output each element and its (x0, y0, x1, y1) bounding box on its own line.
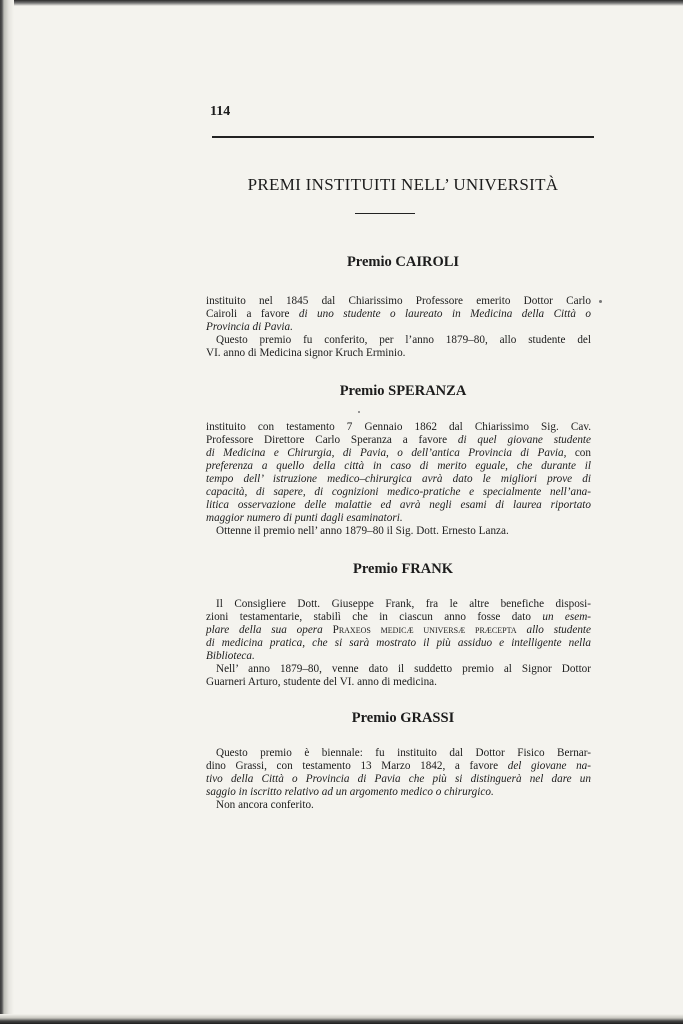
text-segment: tempo dell’ istruzione medico–chirurgica avrà dato le migliori prove di (206, 473, 591, 485)
text-segment: litica osservazione delle malattie ed avrà negli esami di laurea riportato (206, 499, 591, 511)
text-line (206, 525, 591, 538)
text-line (206, 663, 591, 676)
text-line (206, 473, 591, 486)
scan-speck (599, 300, 602, 303)
scan-edge-left (0, 0, 14, 1024)
text-line (206, 650, 591, 663)
text-line (206, 637, 591, 650)
text-segment: con (566, 447, 591, 459)
scan-speck (358, 411, 360, 413)
text-line (206, 486, 591, 499)
text-segment: plare della sua opera (206, 624, 333, 636)
text-segment: allo studente (516, 624, 591, 636)
text-segment: Nell’ anno 1879–80, venne dato il suddetto premio al Signor Dottor (216, 663, 591, 675)
text-line (206, 624, 591, 637)
text-line (206, 321, 591, 334)
text-segment: del giovane na- (507, 760, 592, 772)
text-segment: un esem- (542, 611, 592, 623)
text-line (206, 447, 591, 460)
text-line (206, 760, 591, 773)
title-divider (355, 213, 415, 214)
text-segment: saggio in iscritto relativo ad un argomento medico o chirurgico. (206, 786, 494, 798)
text-line (206, 295, 591, 308)
section-heading-frank: Premio FRANK (353, 561, 453, 577)
text-segment: di quel giovane studente (457, 434, 591, 446)
text-line (206, 676, 591, 689)
text-segment: Provincia di Pavia. (206, 321, 293, 333)
section-heading-grassi: Premio GRASSI (351, 710, 455, 726)
text-line (206, 786, 591, 799)
text-segment: Guarneri Arturo, studente del VI. anno di medicina. (206, 676, 437, 688)
text-line (206, 747, 591, 760)
text-line (206, 611, 591, 624)
scan-edge-top (0, 0, 683, 6)
text-segment: Questo premio fu conferito, per l’anno 1879–80, allo studente del (216, 334, 591, 346)
section-heading-speranza: Premio SPERANZA (339, 383, 467, 399)
text-line (206, 499, 591, 512)
text-line (206, 773, 591, 786)
text-segment: di uno studente o laureato in Medicina della Città o (298, 308, 591, 320)
text-line (206, 598, 591, 611)
text-segment: Non ancora conferito. (216, 799, 314, 811)
text-segment: maggior numero di punti dagli esaminatori. (206, 512, 403, 524)
text-segment: preferenza a quello della città in caso di merito eguale, che durante il (206, 460, 591, 472)
text-segment: Ottenne il premio nell’ anno 1879–80 il Sig. Dott. Ernesto Lanza. (216, 525, 509, 537)
text-segment: Professore Direttore Carlo Speranza a favore (206, 434, 458, 446)
text-segment: di medicina pratica, che si sarà mostrato il più assiduo e intelligente nella (206, 637, 591, 649)
text-segment: Il Consigliere Dott. Giuseppe Frank, fra le altre benefiche disposi- (216, 598, 591, 610)
text-segment: Biblioteca. (206, 650, 255, 662)
text-line (206, 334, 591, 347)
text-segment: Questo premio è biennale: fu instituito dal Dottor Fisico Bernar- (216, 747, 591, 759)
page-number: 114 (210, 104, 231, 119)
page-title: PREMI INSTITUITI NELL’ UNIVERSITÀ (247, 175, 559, 194)
text-segment: instituito nel 1845 dal Chiarissimo Professore emerito Dottor Carlo (206, 295, 591, 307)
text-segment: Cairoli a favore (206, 308, 299, 320)
text-segment: instituito con testamento 7 Gennaio 1862 dal Chiarissimo Sig. Cav. (206, 421, 591, 433)
text-segment: VI. anno di Medicina signor Kruch Erminio. (206, 347, 406, 359)
text-segment: di Medicina e Chirurgia, di Pavia, o dell’antica Provincia di Pavia, (206, 447, 567, 459)
text-segment: capacità, di sapere, di cognizioni medico-pratiche e specialmente nell’ana- (206, 486, 591, 498)
text-line (206, 460, 591, 473)
scan-edge-bottom (0, 1014, 683, 1024)
text-line (206, 799, 591, 812)
text-segment: dino Grassi, con testamento 13 Marzo 1842, a favore (206, 760, 508, 772)
text-line (206, 347, 591, 360)
text-segment: Praxeos medicæ universæ præcepta (332, 624, 517, 636)
text-line (206, 434, 591, 447)
text-line (206, 421, 591, 434)
section-heading-cairoli: Premio CAIROLI (346, 254, 460, 270)
text-line (206, 308, 591, 321)
text-segment: tivo della Città o Provincia di Pavia che più si distinguerà nel dare un (206, 773, 591, 785)
text-line (206, 512, 591, 525)
text-segment: zioni testamentarie, stabilì che in ciascun anno fosse dato (206, 611, 543, 623)
header-rule (212, 136, 594, 138)
